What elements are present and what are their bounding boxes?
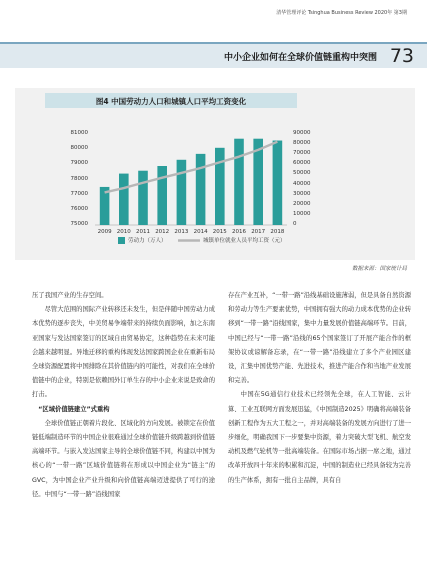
- section-rule: [0, 42, 427, 44]
- y-right-tick-label: 30000: [293, 190, 311, 197]
- x-tick-label: 2015: [212, 229, 227, 235]
- y-left-tick-label: 80000: [70, 145, 88, 152]
- y-right-tick-label: 80000: [293, 140, 311, 147]
- y-left-tick-label: 81000: [70, 130, 88, 136]
- article-column-left: [32, 289, 215, 502]
- y-left-tick-label: 77000: [70, 190, 88, 197]
- y-right-tick-label: 90000: [293, 130, 311, 136]
- x-tick-label: 2014: [193, 229, 208, 235]
- y-right-tick-label: 40000: [293, 180, 311, 187]
- x-tick-label: 2010: [116, 229, 131, 235]
- y-right-tick-label: 0: [293, 221, 297, 227]
- y-right-tick-label: 10000: [293, 210, 311, 217]
- x-tick-label: 2012: [155, 229, 170, 235]
- section-title: 中小企业如何在全球价值链重构中突围: [223, 53, 377, 63]
- y-left-tick-label: 75000: [70, 221, 88, 227]
- x-tick-label: 2013: [174, 229, 189, 235]
- paragraph: 中国在5G通信行业技术已经领先全球，在人工智能、云计算、工业互联网方面发展迅猛，《中国制造2025》明确将高端装备创新工程作为五大工程之一，并对高端装备的发展方向进行了进一步细化，明确我国下一步要集中资源，着力突破大型飞机、航空发动机及燃气轮机等一批高端装备。在国际市场占据一席之地，通过改革开放四十年来的积累和沉淀，中国的制造业已经具备较为完善的生产体系，拥有一批自主品牌，具有自: [228, 391, 411, 484]
- x-tick-label: 2011: [136, 229, 150, 235]
- paragraph: 全球价值链正朝着片段化、区域化的方向发展。被锁定在价值链低端制造环节的中国企业很难通过全球价值链升级跨越到价值链高端环节。与嵌入发达国家主导的全球价值链不同，构建以中国为核心的“一带一路”区域价值链将在形成以中国企业为“链主”的GVC，为中国企业产业升级和向价值链高端迈进提供了可行的途径。中国与“一带一路”沿线国家: [32, 419, 215, 498]
- x-tick-label: 2017: [251, 229, 266, 235]
- page-number: 73: [389, 45, 414, 67]
- journal-header: 清华管理评论 Tsinghua Business Review 2020年 第3期: [276, 10, 407, 16]
- paragraph: 压了我国产业的生存空间。: [32, 292, 108, 299]
- y-right-tick-label: 50000: [293, 170, 311, 177]
- y-right-tick-label: 60000: [293, 160, 311, 167]
- y-right-tick-label: 20000: [293, 200, 311, 207]
- legend-label-labor: 劳动力（万人）: [128, 238, 167, 244]
- x-tick-label: 2018: [270, 229, 285, 235]
- y-left-tick-label: 76000: [70, 205, 88, 212]
- x-tick-label: 2009: [97, 229, 112, 235]
- y-left-tick-label: 78000: [70, 175, 88, 182]
- paragraph: 尽管大范围的国际产业转移还未发生，但是伴随中国劳动力成本优势的逐步丧失，中美贸易争端带来的持续负面影响，加之东南亚国家与发达国家签订的区域自由贸易协定，这种趋势在未来可能会越来越明显。异地迁移的重构体现发达国家跨国企业在重新布局全球资源配置将中国排除在其价值链内的可能性，对我们在全球价值链中的企业，特别是依赖国外订单生存的中小企业来说是致命的打击。: [32, 306, 215, 399]
- x-tick-label: 2016: [232, 229, 246, 235]
- subsection-heading: “区域价值链建立”式重构: [38, 405, 110, 413]
- legend-label-wage: 城镇单位就业人员平均工资（元）: [203, 238, 286, 244]
- figure-source: 数据来源：国家统计局: [351, 266, 407, 272]
- y-right-tick-label: 70000: [293, 150, 311, 157]
- y-left-tick-label: 79000: [70, 160, 88, 167]
- article-column-right: [228, 289, 411, 488]
- figure-title: 图4 中国劳动力人口和城镇人口平均工资变化: [95, 97, 247, 106]
- paragraph: 存在产业互补，“一带一路”沿线基础设施薄弱，但是具备自然资源和劳动力等生产要素优势，中国拥有强大的动力成本优势的企业转移到“一带一路”沿线国家，集中力量发展价值链高端环节。目前，中国已经与“一带一路”沿线的65个国家签订了开展产能合作的框架协议或谅解备忘录，在“一带一路”沿线建立了多个产业园区建设，汇集中国优势产能、先进技术，推进产能合作和当地产业发展和完善。: [228, 292, 411, 385]
